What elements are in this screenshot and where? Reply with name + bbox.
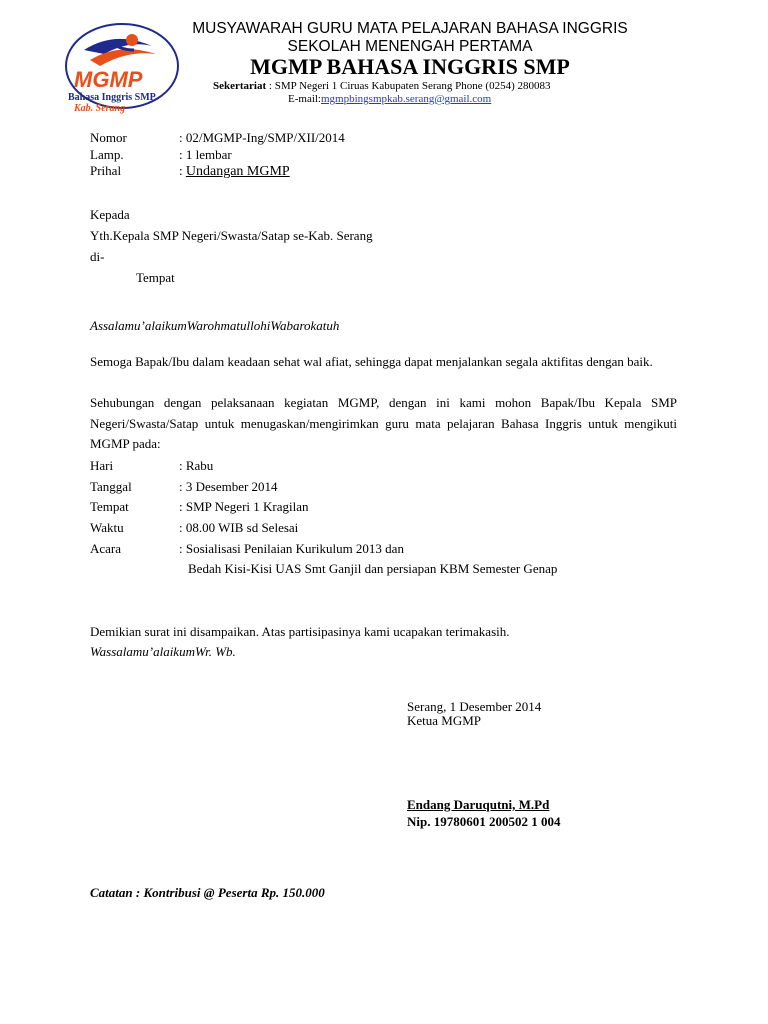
detail-tempat-label: Tempat — [90, 499, 129, 514]
secretariat-text: : SMP Negeri 1 Ciruas Kabupaten Serang Phone (0254) 280083 — [268, 80, 551, 92]
body-paragraph-1: Semoga Bapak/Ibu dalam keadaan sehat wal afiat, sehingga dapat menjalankan segala aktifitas dengan baik. — [90, 354, 653, 369]
meta-nomor-value: : 02/MGMP-Ing/SMP/XII/2014 — [179, 130, 345, 145]
logo-title: MGMP — [74, 67, 143, 92]
secretariat-label: Sekertariat — [213, 80, 267, 92]
recipient-line2: Yth.Kepala SMP Negeri/Swasta/Satap se-Kab. Serang — [90, 228, 373, 243]
email-label: E-mail: — [288, 93, 321, 105]
detail-waktu-label: Waktu — [90, 520, 124, 535]
subject: Undangan MGMP — [185, 164, 290, 179]
letterhead-line2: SEKOLAH MENENGAH PERTAMA — [287, 38, 533, 55]
email-line — [288, 93, 491, 105]
recipient-line1: Kepada — [90, 207, 130, 222]
detail-hari-label: Hari — [90, 458, 114, 473]
contribution-note: Catatan : Kontribusi @ Peserta Rp. 150.000 — [90, 885, 325, 900]
detail-acara-value: : Sosialisasi Penilaian Kurikulum 2013 dan — [179, 541, 404, 556]
meta-nomor-label: Nomor — [90, 130, 127, 145]
signature-nip: Nip. 19780601 200502 1 004 — [407, 814, 561, 829]
body-paragraph-2: Sehubungan dengan pelaksanaan kegiatan MGMP, dengan ini kami mohon Bapak/Ibu Kepala SMP Negeri/Swasta/Satap untuk menugaskan/mengirimkan guru mata pelajaran Bahasa Inggris untuk mengikuti MGMP pada: — [90, 395, 677, 452]
detail-acara-label: Acara — [90, 541, 122, 556]
salutation: Assalamu’alaikumWarohmatullohiWabarokatuh — [90, 318, 340, 333]
meta-prihal-label: Prihal — [90, 163, 122, 178]
signature-place-date: Serang, 1 Desember 2014 — [407, 699, 542, 714]
secretariat-address — [213, 80, 551, 92]
signature-position: Ketua MGMP — [407, 713, 482, 728]
closing-line1: Demikian surat ini disampaikan. Atas partisipasinya kami ucapakan terimakasih. — [90, 624, 510, 639]
letterhead-title: MGMP BAHASA INGGRIS SMP — [250, 54, 570, 79]
recipient-line4: Tempat — [136, 270, 175, 285]
email-link[interactable]: mgmpbingsmpkab.serang@gmail.com — [321, 93, 492, 105]
closing-line2: Wassalamu’alaikumWr. Wb. — [90, 644, 236, 659]
detail-hari-value: : Rabu — [179, 458, 214, 473]
letterhead-line1: MUSYAWARAH GURU MATA PELAJARAN BAHASA INGGRIS — [192, 20, 628, 37]
signature-name: Endang Daruqutni, M.Pd — [407, 797, 550, 812]
detail-waktu-value: : 08.00 WIB sd Selesai — [179, 520, 299, 535]
recipient-line3: di- — [90, 249, 105, 264]
meta-lamp-value: : 1 lembar — [179, 147, 232, 162]
detail-acara-line2: Bedah Kisi-Kisi UAS Smt Ganjil dan persiapan KBM Semester Genap — [188, 561, 558, 576]
meta-prihal-value: : Undangan MGMP — [179, 163, 290, 179]
logo-subtitle: Bahasa Inggris SMP — [68, 92, 156, 103]
detail-tanggal-value: : 3 Desember 2014 — [179, 479, 278, 494]
logo-region: Kab. Serang — [74, 103, 126, 114]
detail-tanggal-label: Tanggal — [90, 479, 132, 494]
meta-lamp-label: Lamp. — [90, 147, 124, 162]
detail-tempat-value: : SMP Negeri 1 Kragilan — [179, 499, 309, 514]
